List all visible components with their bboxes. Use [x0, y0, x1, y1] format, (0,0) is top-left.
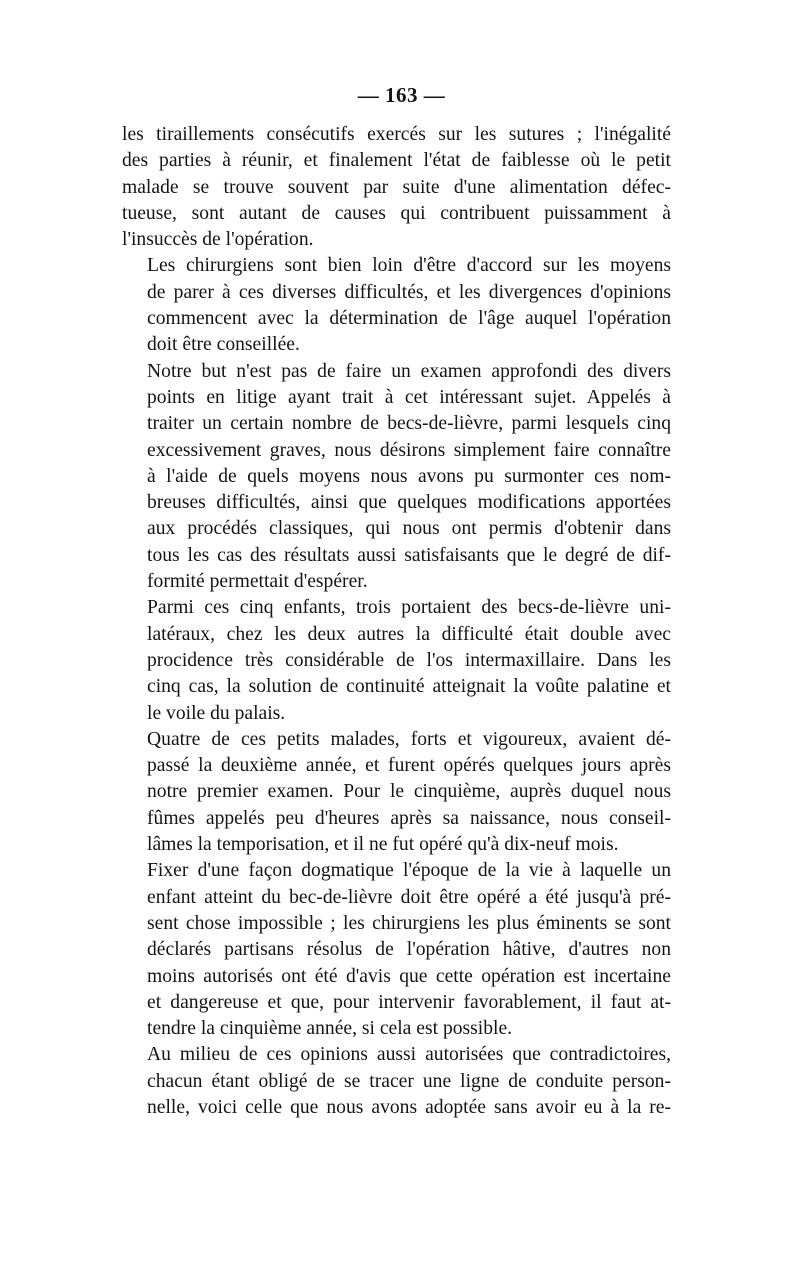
text-line: excessivement graves, nous désirons simplement faire connaître	[147, 439, 671, 461]
text-line: de parer à ces diverses difficultés, et les divergences d'opinions	[147, 281, 671, 303]
text-line: breuses difficultés, ainsi que quelques modifications apportées	[147, 492, 671, 514]
text-line: à l'aide de quels moyens nous avons pu surmonter ces nom-	[147, 465, 671, 487]
text-line: moins autorisés ont été d'avis que cette opération est incertaine	[147, 965, 671, 987]
text-line: latéraux, chez les deux autres la difficulté était double avec	[147, 623, 671, 645]
paragraph	[122, 253, 671, 358]
text-line: doit être conseillée.	[147, 334, 300, 356]
text-line: notre premier examen. Pour le cinquième, auprès duquel nous	[147, 781, 671, 803]
paragraph	[122, 1042, 671, 1121]
text-line: lâmes la temporisation, et il ne fut opéré qu'à dix-neuf mois.	[147, 834, 619, 856]
page-number: — 163 —	[357, 83, 446, 107]
paragraph	[122, 595, 671, 726]
text-line: tueuse, sont autant de causes qui contribuent puissamment à	[122, 202, 671, 224]
paragraph	[122, 727, 671, 858]
book-page	[122, 82, 671, 1121]
text-line: commencent avec la détermination de l'âge auquel l'opération	[147, 308, 671, 330]
text-line: les tiraillements consécutifs exercés sur les sutures ; l'inégalité	[122, 124, 671, 145]
text-line: formité permettait d'espérer.	[147, 571, 368, 593]
text-line: sent chose impossible ; les chirurgiens les plus éminents se sont	[147, 912, 671, 934]
text-line: traiter un certain nombre de becs-de-lièvre, parmi lesquels cinq	[147, 413, 671, 435]
text-line: l'insuccès de l'opération.	[122, 229, 314, 251]
text-line: le voile du palais.	[147, 702, 286, 724]
text-line: points en litige ayant trait à cet intéressant sujet. Appelés à	[147, 386, 671, 408]
text-line: tendre la cinquième année, si cela est possible.	[147, 1018, 513, 1040]
text-line: procidence très considérable de l'os intermaxillaire. Dans les	[147, 649, 671, 671]
text-line: passé la deuxième année, et furent opérés quelques jours après	[147, 755, 671, 777]
text-line: Au milieu de ces opinions aussi autorisées que contradictoires,	[147, 1044, 671, 1066]
text-line: Les chirurgiens sont bien loin d'être d'accord sur les moyens	[147, 255, 671, 277]
text-line: aux procédés classiques, qui nous ont permis d'obtenir dans	[147, 518, 671, 540]
paragraph	[122, 122, 671, 253]
text-line: Fixer d'une façon dogmatique l'époque de la vie à laquelle un	[147, 860, 671, 882]
text-line: Quatre de ces petits malades, forts et vigoureux, avaient dé-	[147, 728, 671, 750]
text-line: des parties à réunir, et finalement l'état de faiblesse où le petit	[122, 150, 671, 172]
text-line: Parmi ces cinq enfants, trois portaient des becs-de-lièvre uni-	[147, 597, 671, 619]
text-line: tous les cas des résultats aussi satisfaisants que le degré de dif-	[147, 544, 671, 566]
text-line: fûmes appelés peu d'heures après sa naissance, nous conseil-	[147, 807, 671, 829]
text-line: enfant atteint du bec-de-lièvre doit être opéré a été jusqu'à pré-	[147, 886, 671, 908]
paragraph	[122, 858, 671, 1042]
text-line: chacun étant obligé de se tracer une ligne de conduite person-	[147, 1070, 671, 1092]
text-line: Notre but n'est pas de faire un examen approfondi des divers	[147, 360, 671, 382]
body-text	[122, 122, 671, 1121]
text-line: nelle, voici celle que nous avons adoptée sans avoir eu à la re-	[147, 1096, 671, 1118]
text-line: malade se trouve souvent par suite d'une alimentation défec-	[122, 176, 671, 198]
text-line: cinq cas, la solution de continuité atteignait la voûte palatine et	[147, 676, 671, 698]
text-line: et dangereuse et que, pour intervenir favorablement, il faut at-	[147, 991, 671, 1013]
paragraph	[122, 359, 671, 596]
text-line: déclarés partisans résolus de l'opération hâtive, d'autres non	[147, 939, 671, 961]
